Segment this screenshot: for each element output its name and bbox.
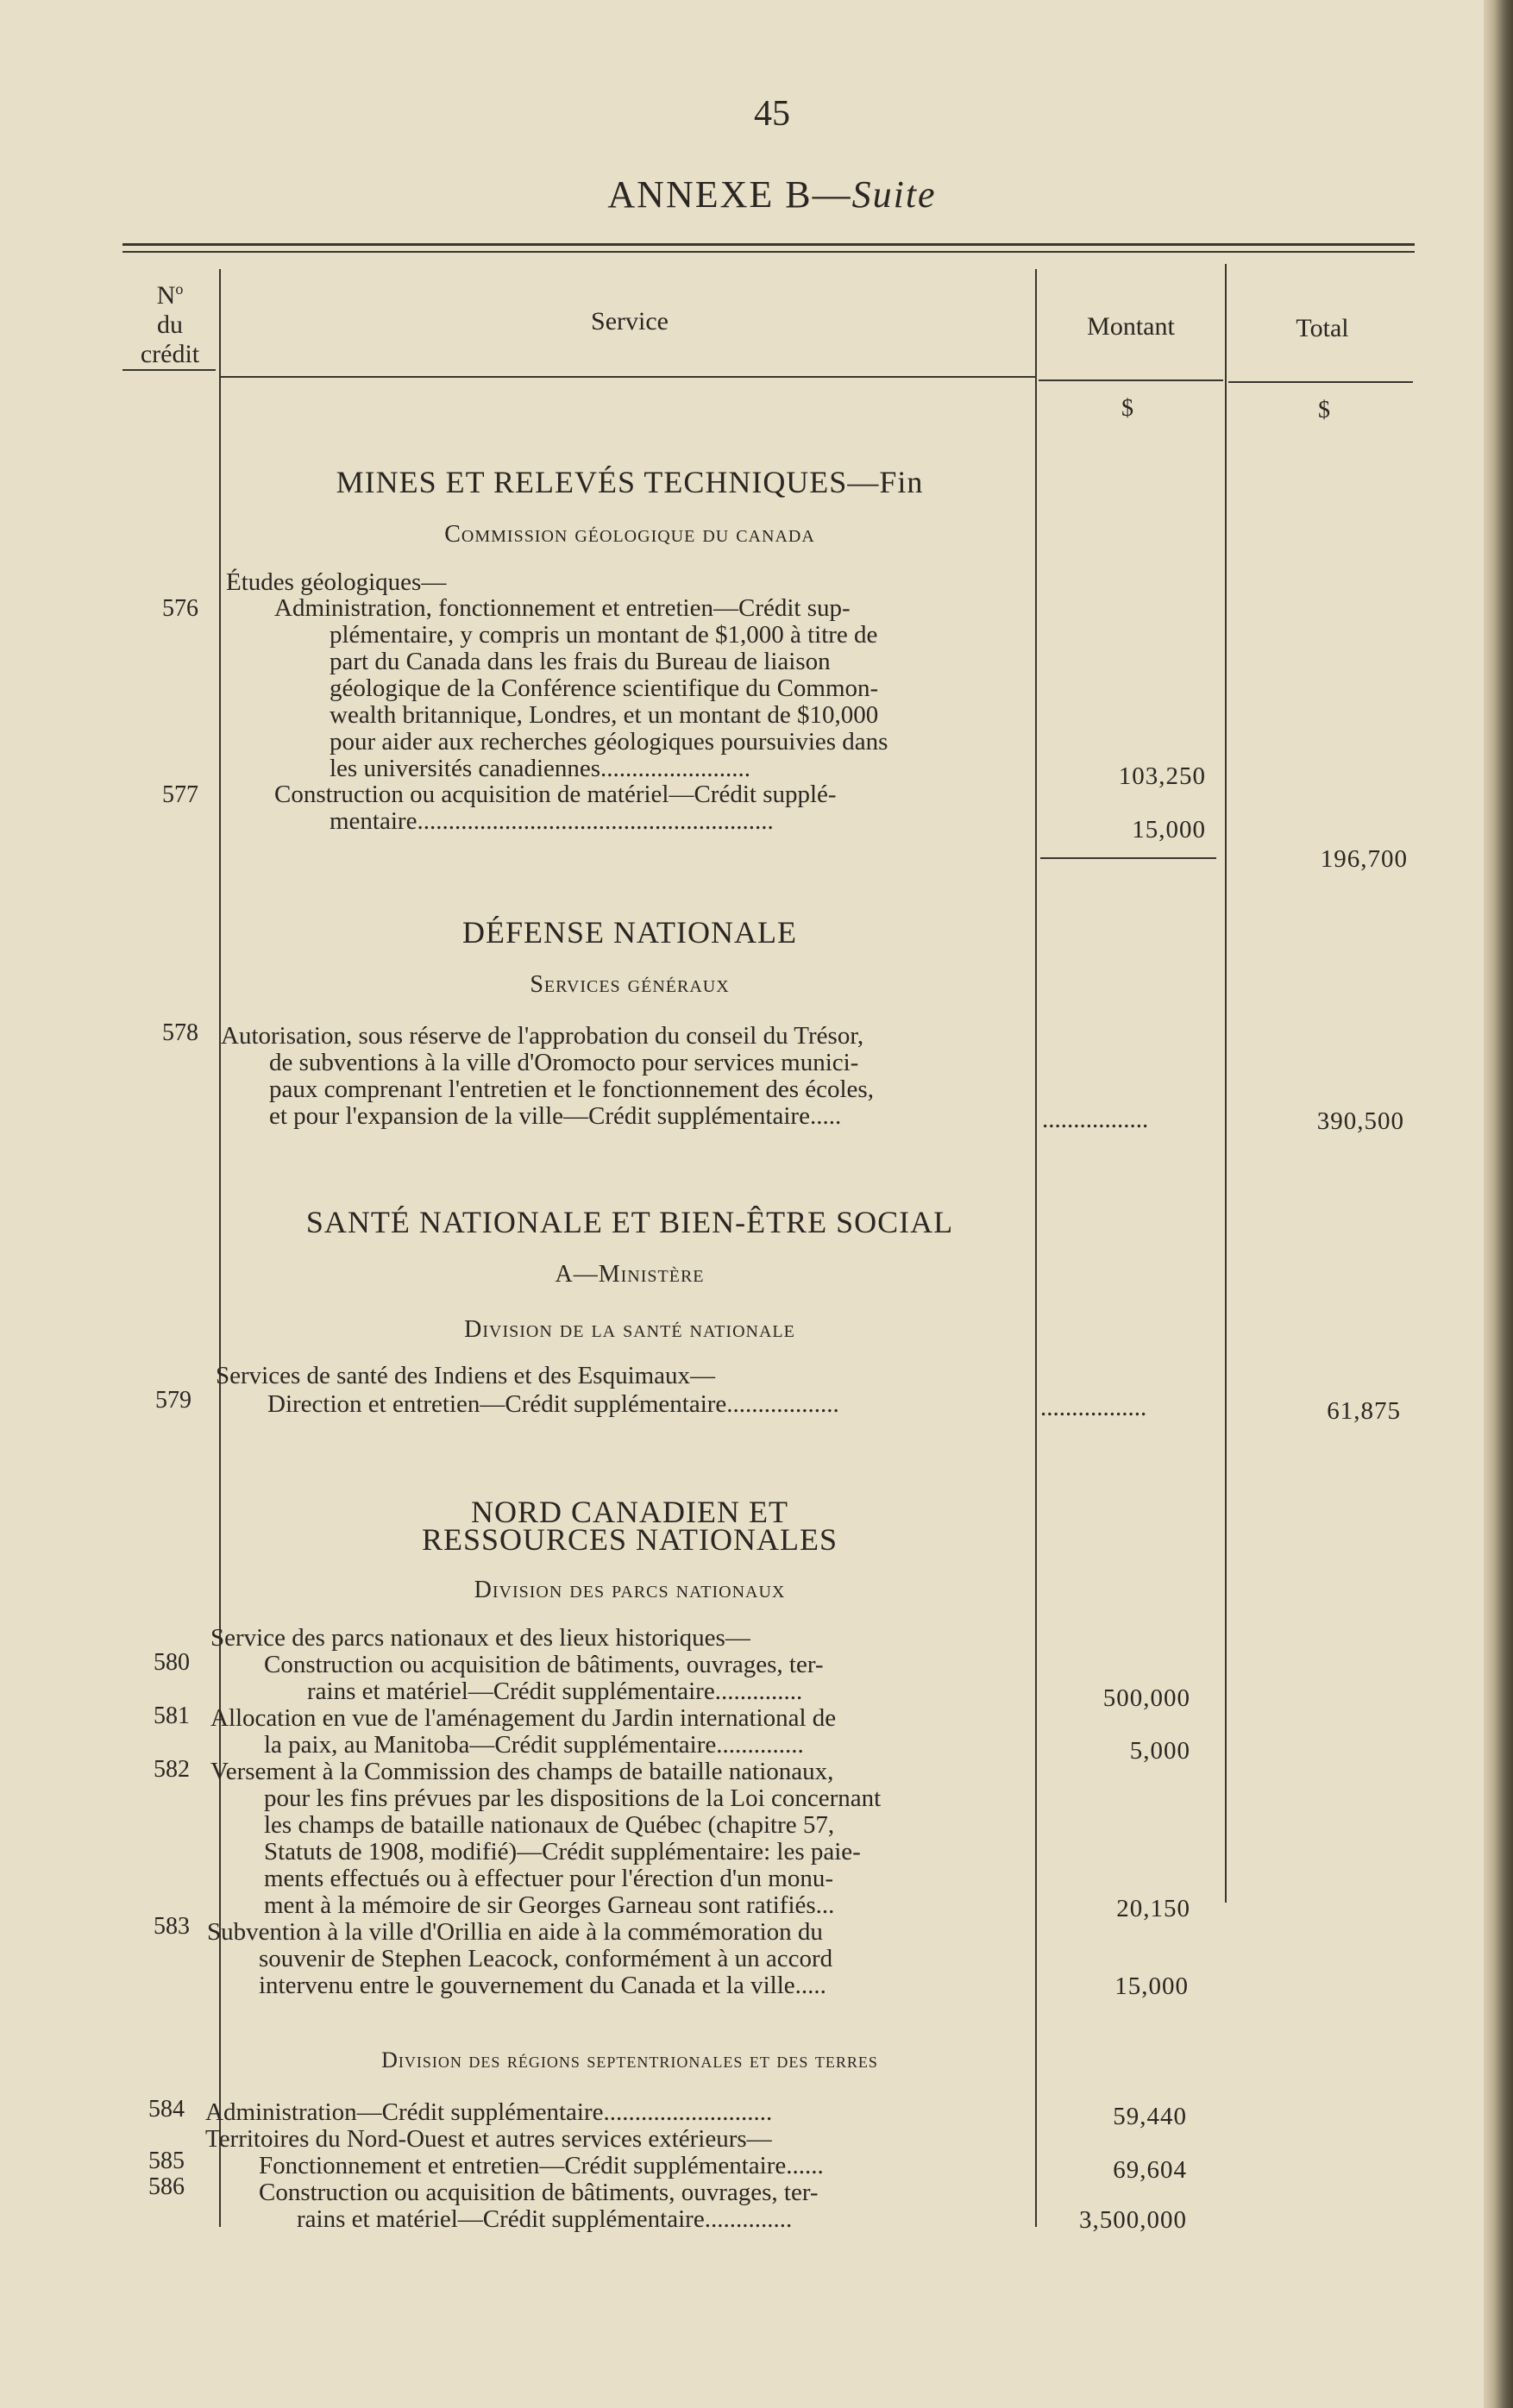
line: rains et matériel—Crédit supplémentaire.............. (297, 2205, 793, 2233)
line: Fonctionnement et entretien—Crédit supplémentaire...... (259, 2152, 824, 2179)
montant-577: 15,000 (1132, 816, 1206, 843)
line: Construction ou acquisition de bâtiments, ouvrages, ter- (264, 1651, 824, 1678)
line: géologique de la Conférence scientifique du Common- (330, 674, 879, 702)
line: la paix, au Manitoba—Crédit supplémentaire.............. (264, 1731, 804, 1759)
section-nord-heading-2: RESSOURCES NATIONALES (421, 1522, 838, 1557)
credit-586: 586 (148, 2173, 185, 2200)
credit-580: 580 (154, 1649, 190, 1676)
book-spine-shadow (1484, 0, 1513, 2408)
section-mines-subheading: Commission géologique du canada (444, 521, 815, 548)
section-defense-heading: DÉFENSE NATIONALE (462, 915, 797, 950)
montant-584: 59,440 (1113, 2103, 1187, 2130)
line: pour les fins prévues par les dispositions de la Loi concernant (264, 1784, 882, 1812)
line: Construction ou acquisition de bâtiments, ouvrages, ter- (259, 2179, 819, 2206)
line: Allocation en vue de l'aménagement du Jardin international de (210, 1704, 837, 1732)
header-total: Total (1296, 314, 1349, 342)
montant-581: 5,000 (1129, 1737, 1190, 1765)
credit-581: 581 (154, 1703, 190, 1729)
col-rule-2 (1035, 269, 1037, 2227)
credit-583: 583 (154, 1913, 190, 1940)
section-sante-heading: SANTÉ NATIONALE ET BIEN-ÊTRE SOCIAL (305, 1205, 954, 1239)
nord-intro: Service des parcs nationaux et des lieux historiques— (210, 1624, 750, 1652)
line: intervenu entre le gouvernement du Canada et la ville..... (259, 1972, 826, 1999)
credit-578: 578 (162, 1019, 198, 1046)
subtotal-rule (1040, 857, 1216, 859)
credit-579: 579 (155, 1387, 191, 1414)
line: Direction et entretien—Crédit supplémentaire.................. (267, 1390, 839, 1418)
line: Statuts de 1908, modifié)—Crédit supplémentaire: les paie- (264, 1838, 861, 1866)
header-rule-montant (1039, 379, 1223, 381)
mines-intro: Études géologiques— (226, 568, 447, 596)
currency-total: $ (1318, 397, 1330, 423)
col-rule-3 (1225, 264, 1227, 1903)
title-suffix: Suite (851, 173, 937, 216)
line: wealth britannique, Londres, et un montant de $10,000 (330, 701, 879, 729)
line: Subvention à la ville d'Orillia en aide à la commémoration du (207, 1918, 823, 1946)
montant-576: 103,250 (1118, 762, 1206, 790)
line: Administration—Crédit supplémentaire........................... (205, 2098, 773, 2126)
montant-583: 15,000 (1114, 1972, 1189, 2000)
montant-582: 20,150 (1116, 1895, 1190, 1922)
top-rule (122, 243, 1415, 246)
montant-586: 3,500,000 (1079, 2206, 1187, 2234)
line: mentaire......................................................... (330, 807, 774, 835)
line: Construction ou acquisition de matériel—Crédit supplé- (274, 781, 837, 808)
credit-577: 577 (162, 781, 198, 808)
total-sante: 61,875 (1327, 1397, 1401, 1425)
leader-dots: ................. (1040, 1394, 1147, 1421)
section-sante-subheading-2: Division de la santé nationale (464, 1316, 795, 1343)
top-rule-2 (122, 251, 1415, 253)
line: souvenir de Stephen Leacock, conformément à un accord (259, 1945, 833, 1972)
credit-585: 585 (148, 2148, 185, 2174)
line: de subventions à la ville d'Oromocto pour services munici- (269, 1049, 859, 1076)
line: part du Canada dans les frais du Bureau de liaison (330, 648, 831, 675)
line: Administration, fonctionnement et entretien—Crédit sup- (274, 594, 851, 622)
total-defense: 390,500 (1316, 1107, 1404, 1135)
title-text: ANNEXE B (607, 173, 813, 216)
line: ments effectués ou à effectuer pour l'érection d'un monu- (264, 1865, 834, 1892)
leader-dots: ................. (1042, 1106, 1149, 1133)
section-nord-subheading: Division des parcs nationaux (474, 1577, 786, 1603)
line: pour aider aux recherches géologiques poursuivies dans (330, 728, 888, 756)
header-rule-total (1228, 381, 1413, 383)
page-title: ANNEXE B—Suite (607, 173, 937, 216)
section-sante-subheading: A—Ministère (555, 1261, 705, 1288)
section-defense-subheading: Services généraux (530, 971, 730, 998)
header-credit-no: $N^o$ du crédit (140, 280, 200, 368)
header-rule-no (122, 369, 216, 371)
total-mines: 196,700 (1320, 845, 1408, 873)
nord-intro-2: Territoires du Nord-Ouest et autres services extérieurs— (205, 2125, 772, 2153)
line: rains et matériel—Crédit supplémentaire.............. (307, 1677, 803, 1705)
page-number: 45 (754, 94, 790, 134)
section-nord-subheading-2: Division des régions septentrionales et des terres (381, 2047, 878, 2073)
montant-580: 500,000 (1102, 1684, 1190, 1712)
line: plémentaire, y compris un montant de $1,000 à titre de (330, 621, 878, 649)
credit-576: 576 (162, 595, 198, 622)
section-nord-heading-1: NORD CANADIEN ET (471, 1495, 788, 1529)
credit-582: 582 (154, 1756, 190, 1783)
header-rule-service (221, 376, 1035, 378)
line: Autorisation, sous réserve de l'approbation du conseil du Trésor, (221, 1022, 864, 1050)
sante-intro: Services de santé des Indiens et des Esquimaux— (216, 1362, 716, 1389)
credit-584: 584 (148, 2096, 185, 2123)
line: paux comprenant l'entretien et le fonctionnement des écoles, (269, 1075, 874, 1103)
line: Versement à la Commission des champs de bataille nationaux, (210, 1758, 834, 1785)
section-mines-heading: MINES ET RELEVÉS TECHNIQUES—Fin (336, 465, 924, 499)
line: les universités canadiennes........................ (330, 755, 751, 782)
currency-montant: $ (1121, 395, 1133, 422)
montant-585: 69,604 (1113, 2156, 1187, 2184)
line: les champs de bataille nationaux de Québec (chapitre 57, (264, 1811, 835, 1839)
header-montant: Montant (1087, 312, 1175, 341)
line: et pour l'expansion de la ville—Crédit supplémentaire..... (269, 1102, 842, 1130)
line: ment à la mémoire de sir Georges Garneau sont ratifiés... (264, 1891, 835, 1919)
header-service: Service (591, 307, 669, 335)
